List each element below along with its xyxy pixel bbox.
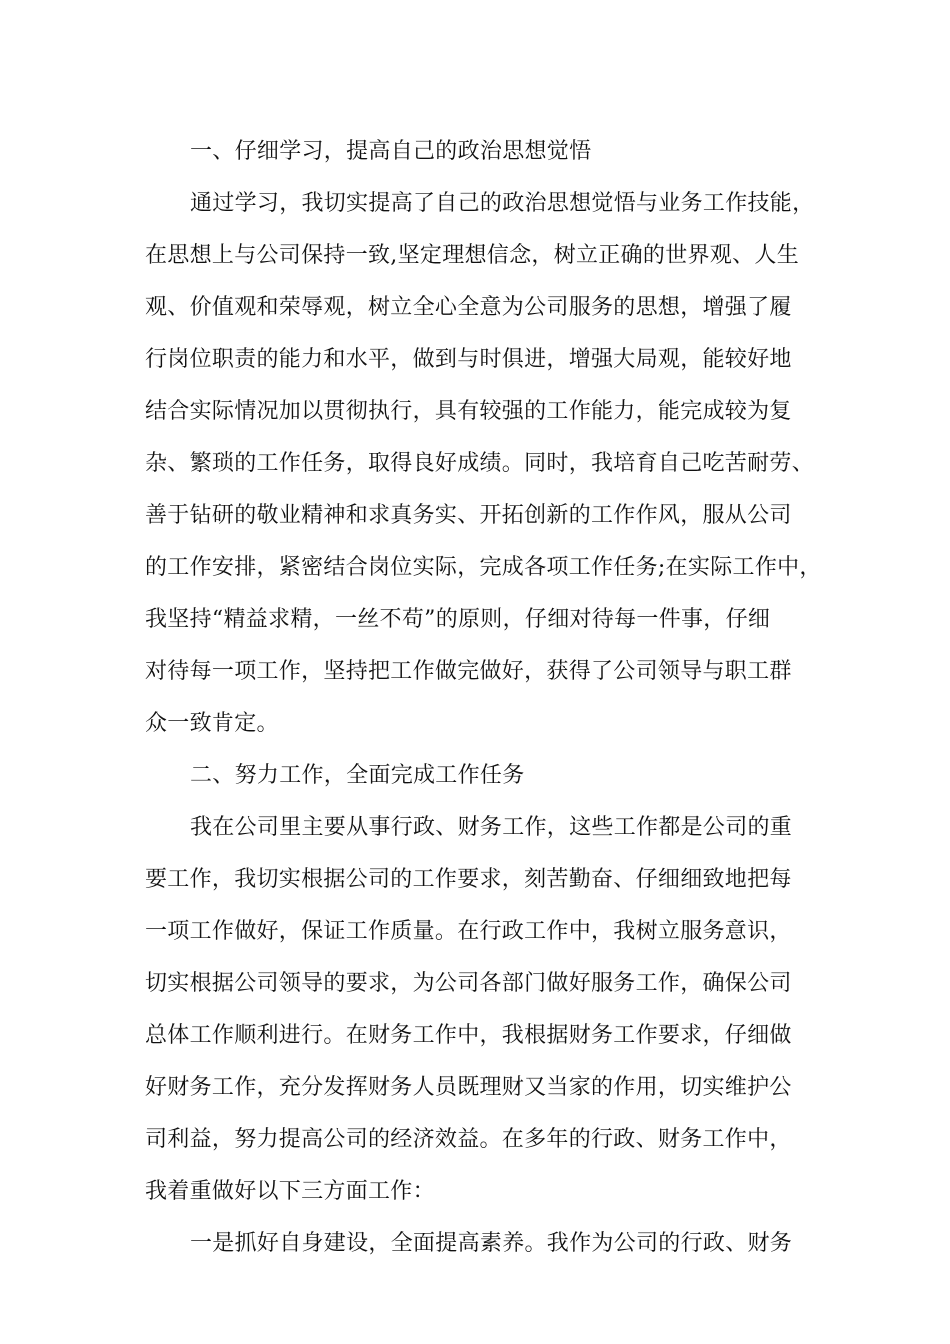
paragraph-line: 在思想上与公司保持一致,坚定理想信念，树立正确的世界观、人生 bbox=[145, 243, 799, 268]
paragraph-line: 我在公司里主要从事行政、财务工作，这些工作都是公司的重 bbox=[190, 815, 793, 840]
paragraph-line: 结合实际情况加以贯彻执行，具有较强的工作能力，能完成较为复 bbox=[145, 399, 792, 424]
paragraph-line: 好财务工作，充分发挥财务人员既理财又当家的作用，切实维护公 bbox=[145, 1075, 792, 1100]
paragraph-line: 我着重做好以下三方面工作： bbox=[145, 1179, 435, 1204]
paragraph-line: 观、价值观和荣辱观，树立全心全意为公司服务的思想，增强了履 bbox=[145, 295, 792, 320]
paragraph-line: 总体工作顺利进行。在财务工作中，我根据财务工作要求，仔细做 bbox=[145, 1023, 792, 1048]
paragraph-line: 对待每一项工作，坚持把工作做完做好，获得了公司领导与职工群 bbox=[145, 659, 792, 684]
paragraph-line: 我坚持“精益求精，一丝不苟”的原则，仔细对待每一件事，仔细 bbox=[145, 607, 771, 632]
paragraph-line: 众一致肯定。 bbox=[145, 711, 279, 736]
paragraph-line: 司利益，努力提高公司的经济效益。在多年的行政、财务工作中， bbox=[145, 1127, 792, 1152]
paragraph-line: 一是抓好自身建设，全面提高素养。我作为公司的行政、财务 bbox=[190, 1231, 793, 1256]
paragraph-line: 一项工作做好，保证工作质量。在行政工作中，我树立服务意识， bbox=[145, 919, 792, 944]
section-heading-2: 二、努力工作，全面完成工作任务 bbox=[190, 763, 525, 788]
paragraph-line: 行岗位职责的能力和水平，做到与时俱进，增强大局观，能较好地 bbox=[145, 347, 792, 372]
paragraph-line: 要工作，我切实根据公司的工作要求，刻苦勤奋、仔细细致地把每 bbox=[145, 867, 792, 892]
paragraph-line: 通过学习，我切实提高了自己的政治思想觉悟与业务工作技能， bbox=[190, 191, 815, 216]
paragraph-line: 善于钻研的敬业精神和求真务实、开拓创新的工作作风，服从公司 bbox=[145, 503, 792, 528]
section-heading-1: 一、仔细学习，提高自己的政治思想觉悟 bbox=[190, 139, 592, 164]
paragraph-line: 的工作安排，紧密结合岗位实际，完成各项工作任务;在实际工作中， bbox=[145, 555, 822, 580]
document-body bbox=[145, 132, 825, 1276]
paragraph-line: 切实根据公司领导的要求，为公司各部门做好服务工作，确保公司 bbox=[145, 971, 792, 996]
paragraph-line: 杂、繁琐的工作任务，取得良好成绩。同时，我培育自己吃苦耐劳、 bbox=[145, 451, 815, 476]
